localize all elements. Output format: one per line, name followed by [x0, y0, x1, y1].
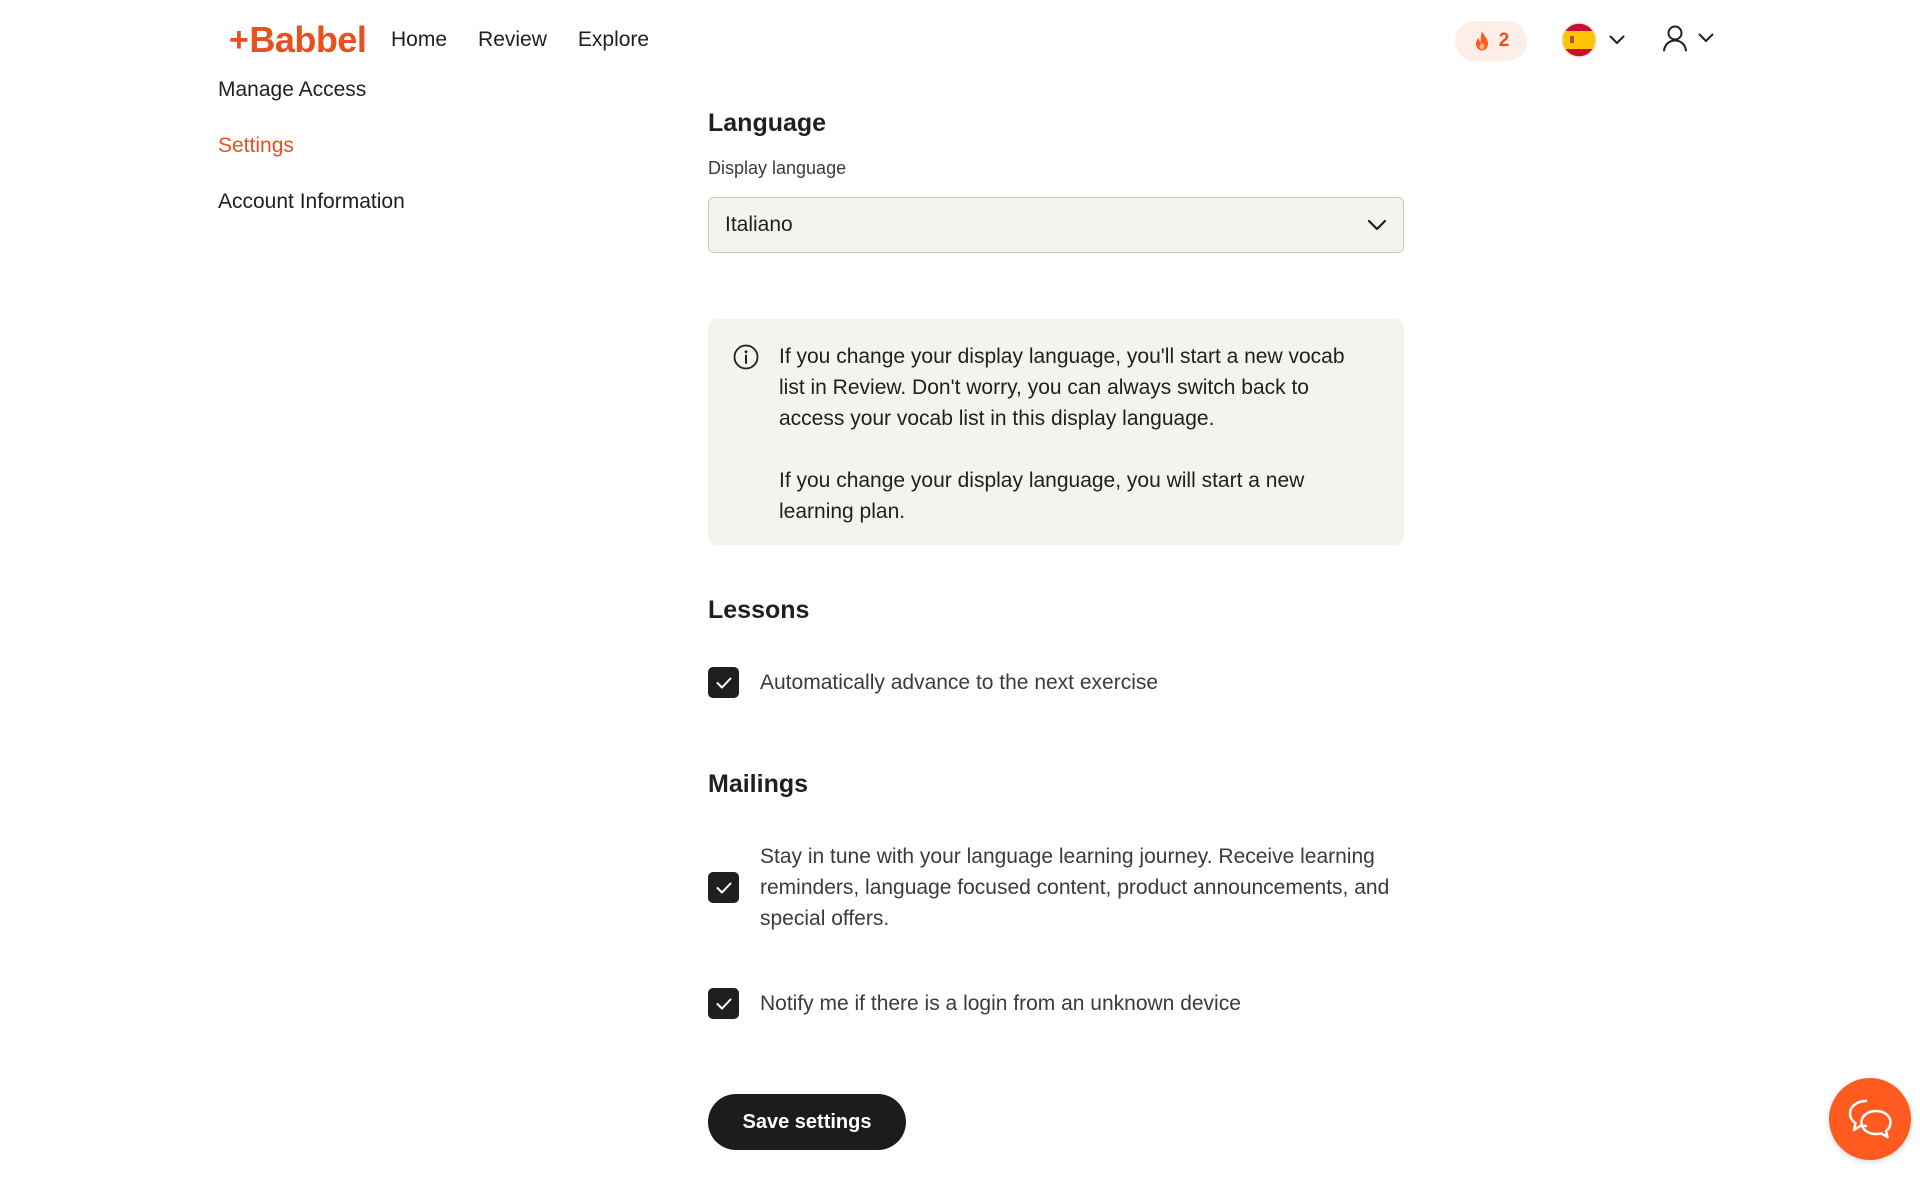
- login-notify-checkbox[interactable]: [708, 988, 739, 1019]
- course-language-switcher[interactable]: [1561, 22, 1625, 58]
- auto-advance-checkbox[interactable]: [708, 667, 739, 698]
- sidebar-item-manage-access[interactable]: Manage Access: [218, 78, 367, 101]
- logo-text: Babbel: [249, 19, 367, 60]
- spain-flag-icon: [1561, 22, 1597, 58]
- settings-sidebar: [218, 74, 405, 242]
- lessons-heading: Lessons: [708, 596, 810, 624]
- chat-support-button[interactable]: [1829, 1078, 1911, 1160]
- display-language-info-box: [708, 319, 1404, 545]
- checkmark-icon: [716, 677, 732, 689]
- babbel-logo[interactable]: [229, 18, 366, 62]
- user-menu[interactable]: [1662, 24, 1714, 52]
- language-heading: Language: [708, 109, 827, 137]
- checkmark-icon: [716, 882, 732, 894]
- auto-advance-row: [708, 667, 1158, 698]
- nav-explore[interactable]: Explore: [577, 28, 650, 51]
- top-header: [0, 0, 1920, 80]
- newsletter-checkbox[interactable]: [708, 872, 739, 903]
- newsletter-row: [708, 841, 1404, 934]
- save-settings-button[interactable]: Save settings: [708, 1094, 906, 1150]
- chat-bubbles-icon: [1846, 1097, 1894, 1141]
- sidebar-item-settings[interactable]: Settings: [218, 134, 294, 157]
- chevron-down-icon: [1698, 33, 1714, 43]
- info-icon: [732, 343, 760, 371]
- main-nav: [391, 24, 649, 56]
- display-language-label: Display language: [708, 158, 847, 178]
- streak-badge[interactable]: [1455, 21, 1527, 61]
- user-icon: [1662, 24, 1688, 52]
- flame-icon: [1473, 30, 1491, 52]
- login-notify-label[interactable]: Notify me if there is a login from an unknown device: [760, 992, 1241, 1015]
- streak-count: 2: [1498, 30, 1510, 51]
- login-notify-row: [708, 988, 1241, 1019]
- newsletter-label[interactable]: Stay in tune with your language learning journey. Receive learning reminders, language focused content, product announcements, and special offers.: [760, 845, 1390, 930]
- info-text-vocab: If you change your display language, you'll start a new vocab list in Review. Don't worry, you can always switch back to access your vocab list in this display language.: [779, 345, 1345, 430]
- auto-advance-label[interactable]: Automatically advance to the next exercise: [760, 671, 1159, 694]
- chevron-down-icon: [1609, 35, 1625, 45]
- checkmark-icon: [716, 998, 732, 1010]
- display-language-value: Italiano: [725, 213, 793, 236]
- info-text-learning-plan: If you change your display language, you will start a new learning plan.: [779, 469, 1305, 523]
- sidebar-item-account-information[interactable]: Account Information: [218, 190, 405, 213]
- nav-review[interactable]: Review: [478, 28, 547, 51]
- nav-home[interactable]: Home: [391, 28, 448, 51]
- chevron-down-icon: [1367, 219, 1387, 231]
- mailings-heading: Mailings: [708, 770, 809, 798]
- display-language-select[interactable]: [708, 197, 1404, 253]
- logo-plus: +: [229, 20, 249, 59]
